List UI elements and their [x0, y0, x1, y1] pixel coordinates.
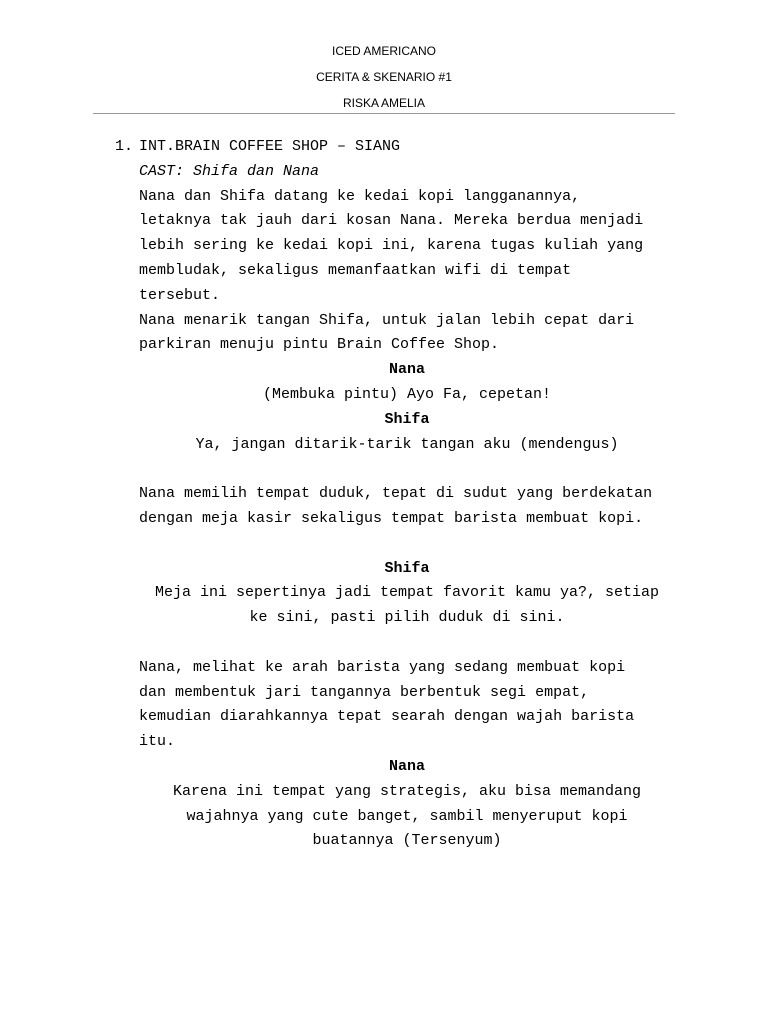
action-paragraph-2	[139, 309, 684, 359]
blank-line	[0, 532, 768, 557]
action-paragraph-1	[139, 185, 684, 309]
screenplay-body	[0, 135, 768, 854]
action-line: itu.	[139, 733, 176, 751]
dialogue-line: wajahnya yang cute banget, sambil menyeruput kopi	[186, 807, 628, 825]
character-name-shifa: Shifa	[384, 559, 430, 577]
scene-heading	[0, 135, 768, 160]
blank-line	[0, 457, 768, 482]
script-title: ICED AMERICANO	[331, 44, 436, 58]
action-line: lebih sering ke kedai kopi ini, karena tugas kuliah yang	[139, 237, 644, 255]
scene-number: 1.	[115, 138, 134, 155]
action-line: dan membentuk jari tangannya berbentuk segi empat,	[139, 683, 590, 701]
action-paragraph-4	[139, 656, 684, 755]
action-line: dengan meja kasir sekaligus tempat barista membuat kopi.	[139, 509, 644, 527]
action-line: tersebut.	[139, 286, 221, 304]
dialogue-line: Meja ini sepertinya jadi tempat favorit kamu ya?, setiap	[154, 584, 660, 602]
action-line: membludak, sekaligus memanfaatkan wifi di tempat	[139, 261, 572, 279]
dialogue-shifa-2	[139, 581, 675, 631]
action-line: letaknya tak jauh dari kosan Nana. Mereka berdua menjadi	[139, 212, 644, 230]
header-divider	[93, 113, 675, 114]
character-name-shifa: Shifa	[384, 410, 430, 428]
action-line: Nana menarik tangan Shifa, untuk jalan lebih cepat dari	[139, 311, 635, 329]
character-name-nana: Nana	[388, 757, 425, 775]
dialogue-line: ke sini, pasti pilih duduk di sini.	[249, 609, 565, 627]
action-line: Nana memilih tempat duduk, tepat di sudut yang berdekatan	[139, 485, 653, 503]
cast-line: CAST: Shifa dan Nana	[139, 162, 320, 180]
blank-line	[0, 631, 768, 656]
dialogue-line: Karena ini tempat yang strategis, aku bisa memandang	[172, 782, 642, 800]
action-paragraph-3	[139, 482, 684, 532]
action-line: parkiran menuju pintu Brain Coffee Shop.	[139, 336, 500, 354]
dialogue-nana-1: (Membuka pintu) Ayo Fa, cepetan!	[262, 385, 552, 403]
script-subtitle: CERITA & SKENARIO #1	[316, 70, 452, 84]
dialogue-shifa-1: Ya, jangan ditarik-tarik tangan aku (mendengus)	[195, 435, 619, 453]
scene-heading-text: INT.BRAIN COFFEE SHOP – SIANG	[139, 138, 401, 155]
script-author: RISKA AMELIA	[342, 96, 426, 110]
action-line: kemudian diarahkannya tepat searah dengan wajah barista	[139, 708, 635, 726]
dialogue-nana-2	[139, 780, 675, 854]
action-line: Nana dan Shifa datang ke kedai kopi langganannya,	[139, 187, 581, 205]
dialogue-line: buatannya (Tersenyum)	[312, 832, 502, 850]
character-name-nana: Nana	[388, 361, 425, 379]
action-line: Nana, melihat ke arah barista yang sedang membuat kopi	[139, 658, 626, 676]
